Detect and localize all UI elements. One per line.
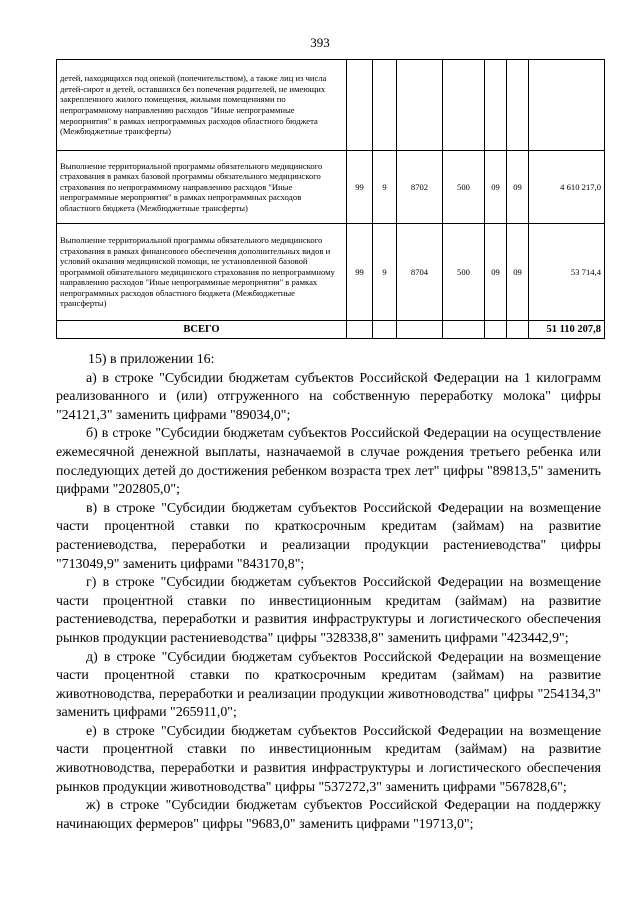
row-description: Выполнение территориальной программы обязательного медицинского страхования в рамках базовой программы обязательного медицинского страхования по непрограммному направлению расходов "Иные непрограммные мероприятия" в рамках непрограммных расходов областного бюджета (Межбюджетные трансферты) xyxy=(57,151,347,224)
page-number: 393 xyxy=(310,35,330,50)
cell-direction: 8704 xyxy=(397,224,443,321)
paragraph: 15) в приложении 16: xyxy=(88,352,215,367)
cell-program: 99 xyxy=(347,224,373,321)
cell-subprogram xyxy=(373,60,397,151)
cell-section xyxy=(485,60,507,151)
table-row xyxy=(57,224,605,321)
paragraph: д) в строке "Субсидии бюджетам субъектов Российской Федерации на возмещение части процентной ставки по краткосрочным кредитам (займам) на развитие животноводства, переработки и реализации продукции животноводства" цифры "254134,3" заменить цифрами "265911,0"; xyxy=(56,649,601,721)
cell-amount: 53 714,4 xyxy=(529,224,605,321)
cell-subsection: 09 xyxy=(507,224,529,321)
cell-subsection: 09 xyxy=(507,151,529,224)
paragraph: е) в строке "Субсидии бюджетам субъектов Российской Федерации на возмещение части процентной ставки по инвестиционным кредитам (займам) на развитие животноводства, переработки и развития инфраструктуры и логистического обеспечения рынков продукции животноводства" цифры "537272,3" заменить цифрами "567828,6"; xyxy=(56,723,601,795)
cell-program xyxy=(347,60,373,151)
cell-expense-type: 500 xyxy=(443,224,485,321)
paragraph: ж) в строке "Субсидии бюджетам субъектов Российской Федерации на поддержку начинающих фермеров" цифры "9683,0" заменить цифрами "19713,0"; xyxy=(56,798,601,832)
paragraph: б) в строке "Субсидии бюджетам субъектов Российской Федерации на осуществление ежемесячной денежной выплаты, назначаемой в случае рождения третьего ребенка или последующих детей до достижения ребенком возраста трех лет" цифры "89813,5" заменить цифрами "202805,0"; xyxy=(56,426,601,498)
cell-direction: 8702 xyxy=(397,151,443,224)
cell-subprogram: 9 xyxy=(373,224,397,321)
cell-subprogram: 9 xyxy=(373,151,397,224)
table-row xyxy=(57,60,605,151)
total-label: ВСЕГО xyxy=(57,321,347,339)
table-row xyxy=(57,151,605,224)
total-amount: 51 110 207,8 xyxy=(529,321,605,339)
total-row xyxy=(57,321,605,339)
cell-section: 09 xyxy=(485,151,507,224)
amendment-text xyxy=(56,351,601,834)
cell-program: 99 xyxy=(347,151,373,224)
cell-section: 09 xyxy=(485,224,507,321)
cell-amount xyxy=(529,60,605,151)
cell-expense-type xyxy=(443,60,485,151)
cell-amount: 4 610 217,0 xyxy=(529,151,605,224)
cell-direction xyxy=(397,60,443,151)
cell-subsection xyxy=(507,60,529,151)
paragraph: в) в строке "Субсидии бюджетам субъектов Российской Федерации на возмещение части процентной ставки по краткосрочным кредитам (займам) на развитие растениеводства, переработки и реализации продукции растениеводства" цифры "713049,9" заменить цифрами "843170,8"; xyxy=(56,500,601,572)
paragraph: а) в строке "Субсидии бюджетам субъектов Российской Федерации на 1 килограмм реализованного и (или) отгруженного на собственную переработку молока" цифры "24121,3" заменить цифрами "89034,0"; xyxy=(56,370,601,423)
row-description: детей, находящихся под опекой (попечительством), а также лиц из числа детей-сирот и детей, оставшихся без попечения родителей, не имеющих закрепленного жилого помещения, жилыми помещениями по непрограммному направлению расходов "Иные непрограммные мероприятия" в рамках непрограммных расходов областного бюджета (Межбюджетные трансферты) xyxy=(57,60,347,151)
cell-expense-type: 500 xyxy=(443,151,485,224)
budget-table xyxy=(56,59,605,339)
paragraph: г) в строке "Субсидии бюджетам субъектов Российской Федерации на возмещение части процентной ставки по инвестиционным кредитам (займам) на развитие растениеводства, переработки и развития инфраструктуры и логистического обеспечения рынков продукции растениеводства" цифры "328338,8" заменить цифрами "423442,9"; xyxy=(56,575,601,646)
row-description: Выполнение территориальной программы обязательного медицинского страхования в рамках финансового обеспечения дополнительных видов и условий оказания медицинской помощи, не установленной базовой программой обязательного медицинского страхования по непрограммному направлению расходов "Иные непрограммные мероприятия" в рамках непрограммных расходов областного бюджета (Межбюджетные трансферты) xyxy=(57,224,347,321)
